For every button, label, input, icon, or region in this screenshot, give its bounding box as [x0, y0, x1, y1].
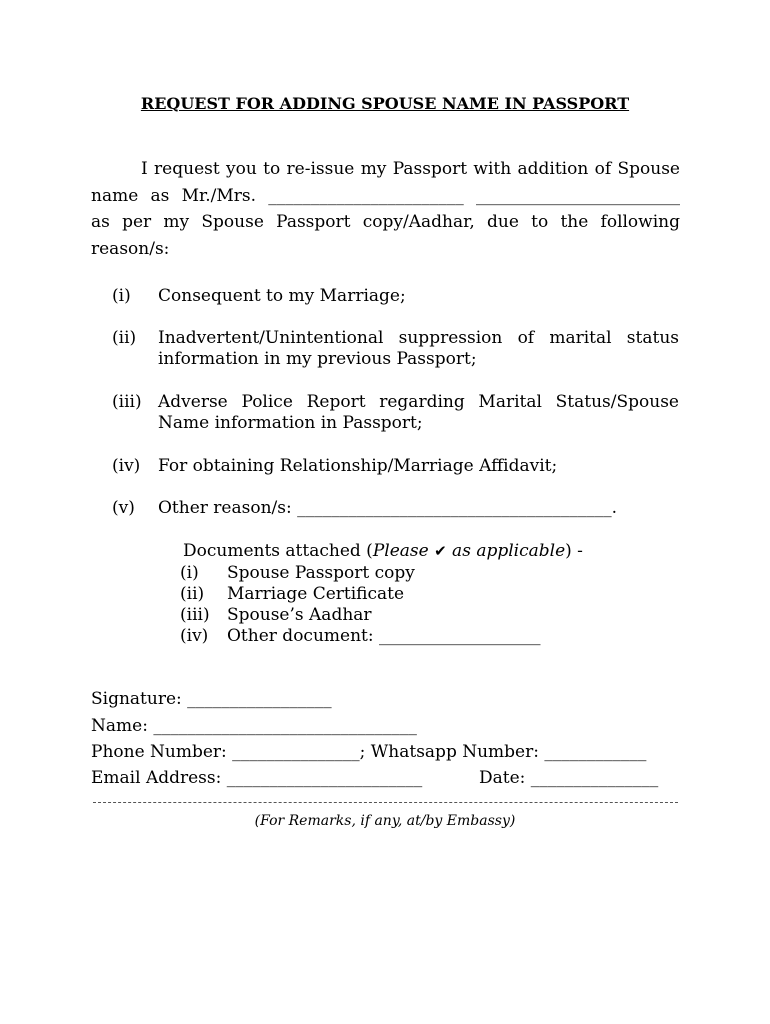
document-option-other[interactable]: Other document: ___________________: [227, 626, 541, 646]
form-title: REQUEST FOR ADDING SPOUSE NAME IN PASSPORT: [140, 94, 630, 113]
intro-paragraph: [91, 156, 680, 262]
intro-line-2: name as Mr./Mrs. _______________________ ________________________: [91, 185, 680, 206]
name-field[interactable]: Name: _______________________________: [91, 716, 417, 736]
reason-text: Adverse Police Report regarding Marital Status/Spouse Name information in Passport;: [158, 392, 679, 433]
intro-line-4: reason/s:: [91, 238, 170, 259]
checkmark-icon: ✔: [434, 542, 447, 560]
intro-line-3: as per my Spouse Passport copy/Aadhar, due to the following: [91, 212, 680, 232]
other-reason-field[interactable]: Other reason/s: _____________________________________.: [158, 498, 618, 518]
reason-number: (iii): [112, 392, 142, 412]
reason-text: Consequent to my Marriage;: [158, 286, 406, 306]
document-number: (iv): [180, 626, 209, 646]
document-option-spouse-aadhar[interactable]: Spouse’s Aadhar: [227, 605, 372, 625]
reason-number: (ii): [112, 328, 137, 348]
reason-text: Inadvertent/Unintentional suppression of marital status information in my previous Passport;: [158, 328, 679, 369]
reason-number: (i): [112, 286, 131, 306]
signature-field[interactable]: Signature: _________________: [91, 689, 332, 709]
email-field[interactable]: Email Address: _______________________: [91, 768, 423, 788]
phone-whatsapp-field[interactable]: Phone Number: _______________; Whatsapp Number: ____________: [91, 742, 647, 762]
reason-text: For obtaining Relationship/Marriage Affidavit;: [158, 456, 558, 476]
remarks-note: (For Remarks, if any, at/by Embassy): [254, 813, 516, 829]
document-option-marriage-certificate[interactable]: Marriage Certificate: [227, 584, 405, 604]
reason-number: (iv): [112, 456, 141, 476]
document-number: (i): [180, 563, 199, 583]
intro-line-1: I request you to re-issue my Passport with addition of Spouse: [141, 159, 680, 179]
documents-heading: Documents attached (Please ✔ as applicable) -: [183, 541, 583, 561]
date-field[interactable]: Date: _______________: [479, 768, 659, 788]
reason-number: (v): [112, 498, 135, 518]
document-option-passport-copy[interactable]: Spouse Passport copy: [227, 563, 415, 583]
document-number: (iii): [180, 605, 210, 625]
remarks-divider: [93, 802, 678, 803]
document-number: (ii): [180, 584, 205, 604]
